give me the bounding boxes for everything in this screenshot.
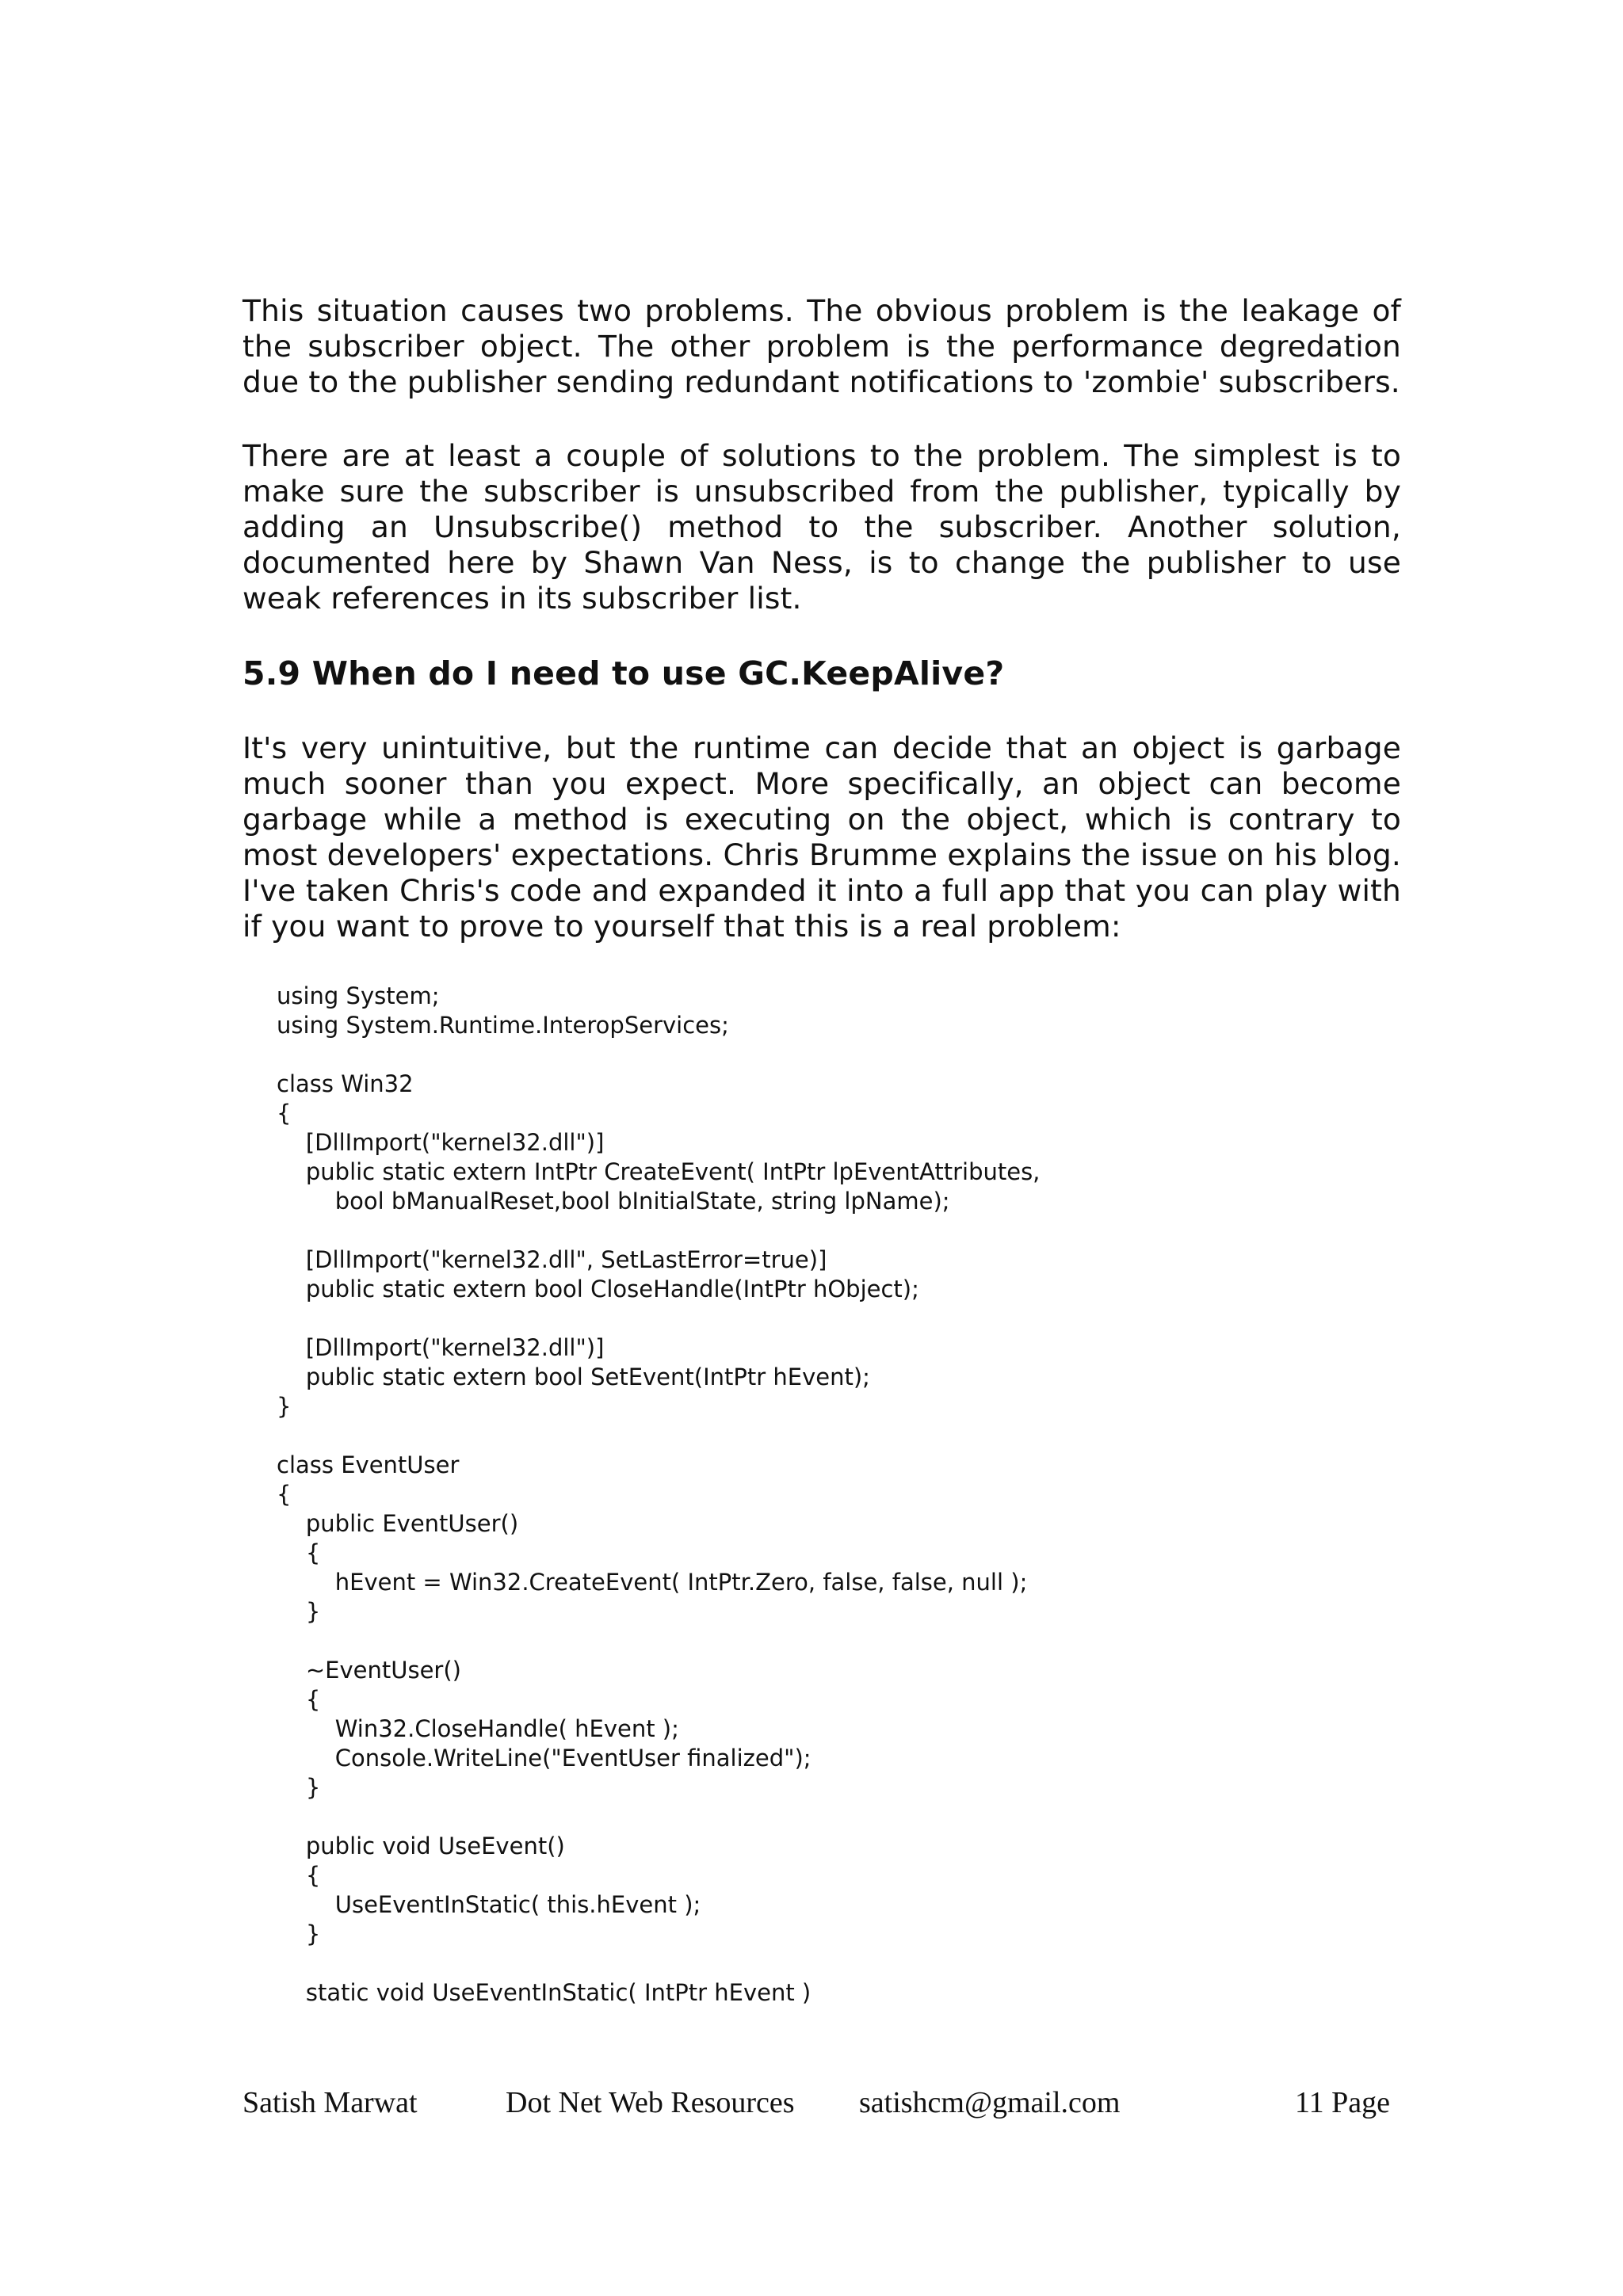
code-line: } (277, 1393, 292, 1420)
code-line (277, 1040, 1040, 1070)
code-line: class Win32 (277, 1070, 414, 1097)
code-line: using System; (277, 982, 440, 1009)
code-line: public void UseEvent() (277, 1833, 565, 1859)
paragraph-gc-explanation: It's very unintuitive, but the runtime can decide that an object is garbage much sooner than you expect. More specifically, an object can become garbage while a method is executing on the object, which is contrary to most developers' expectations. Chris Brumme explains the issue on his blog. I've taken Chris's code and expanded it into a full app that you can play with if you want to prove to yourself that this is a real problem: (242, 730, 1401, 944)
code-line: public static extern bool CloseHandle(IntPtr hObject); (277, 1276, 919, 1302)
code-line: public static extern bool SetEvent(IntPtr hEvent); (277, 1363, 870, 1390)
code-line: { (277, 1481, 292, 1508)
code-line: public static extern IntPtr CreateEvent( IntPtr lpEventAttributes, (277, 1158, 1041, 1185)
code-line: Console.WriteLine("EventUser finalized"); (277, 1745, 812, 1772)
code-line (277, 1421, 1040, 1451)
code-line: hEvent = Win32.CreateEvent( IntPtr.Zero, false, false, null ); (277, 1569, 1028, 1596)
code-line: public EventUser() (277, 1510, 519, 1537)
code-line: [DllImport("kernel32.dll", SetLastError=true)] (277, 1246, 827, 1273)
code-line: { (277, 1539, 321, 1566)
code-line: { (277, 1686, 321, 1713)
code-line: UseEventInStatic( this.hEvent ); (277, 1891, 701, 1918)
code-line (277, 1627, 1040, 1656)
code-line: Win32.CloseHandle( hEvent ); (277, 1715, 679, 1742)
code-line: } (277, 1920, 321, 1947)
code-line: class EventUser (277, 1451, 460, 1478)
footer-page-number: 11 Page (1295, 2086, 1390, 2119)
footer-author: Satish Marwat (242, 2086, 418, 2119)
code-line (277, 1216, 1040, 1245)
code-line (277, 1304, 1040, 1333)
code-line (277, 1802, 1040, 1832)
code-line (277, 1949, 1040, 1978)
code-line: { (277, 1862, 321, 1889)
code-line: } (277, 1598, 321, 1625)
code-line: static void UseEventInStatic( IntPtr hEvent ) (277, 1979, 812, 2006)
code-line: [DllImport("kernel32.dll")] (277, 1129, 605, 1156)
footer-email: satishcm@gmail.com (859, 2086, 1121, 2119)
footer-site-name: Dot Net Web Resources (506, 2086, 795, 2119)
section-heading: 5.9 When do I need to use GC.KeepAlive? (242, 654, 1005, 692)
paragraph-zombie-problems: This situation causes two problems. The obvious problem is the leakage of the subscriber object. The other problem is the performance degredation due to the publisher sending redundant notifications to 'zombie' subscribers. (242, 293, 1401, 399)
code-line: [DllImport("kernel32.dll")] (277, 1334, 605, 1361)
code-listing (277, 982, 1040, 2008)
code-line: ~EventUser() (277, 1657, 461, 1684)
code-line: } (277, 1774, 321, 1801)
code-line: bool bManualReset,bool bInitialState, string lpName); (277, 1188, 950, 1215)
code-line: using System.Runtime.InteropServices; (277, 1012, 729, 1039)
code-line: { (277, 1100, 292, 1127)
paragraph-solutions: There are at least a couple of solutions to the problem. The simplest is to make sure the subscriber is unsubscribed from the publisher, typically by adding an Unsubscribe() method to the subscriber. Another solution, documented here by Shawn Van Ness, is to change the publisher to use weak references in its subscriber list. (242, 438, 1401, 616)
